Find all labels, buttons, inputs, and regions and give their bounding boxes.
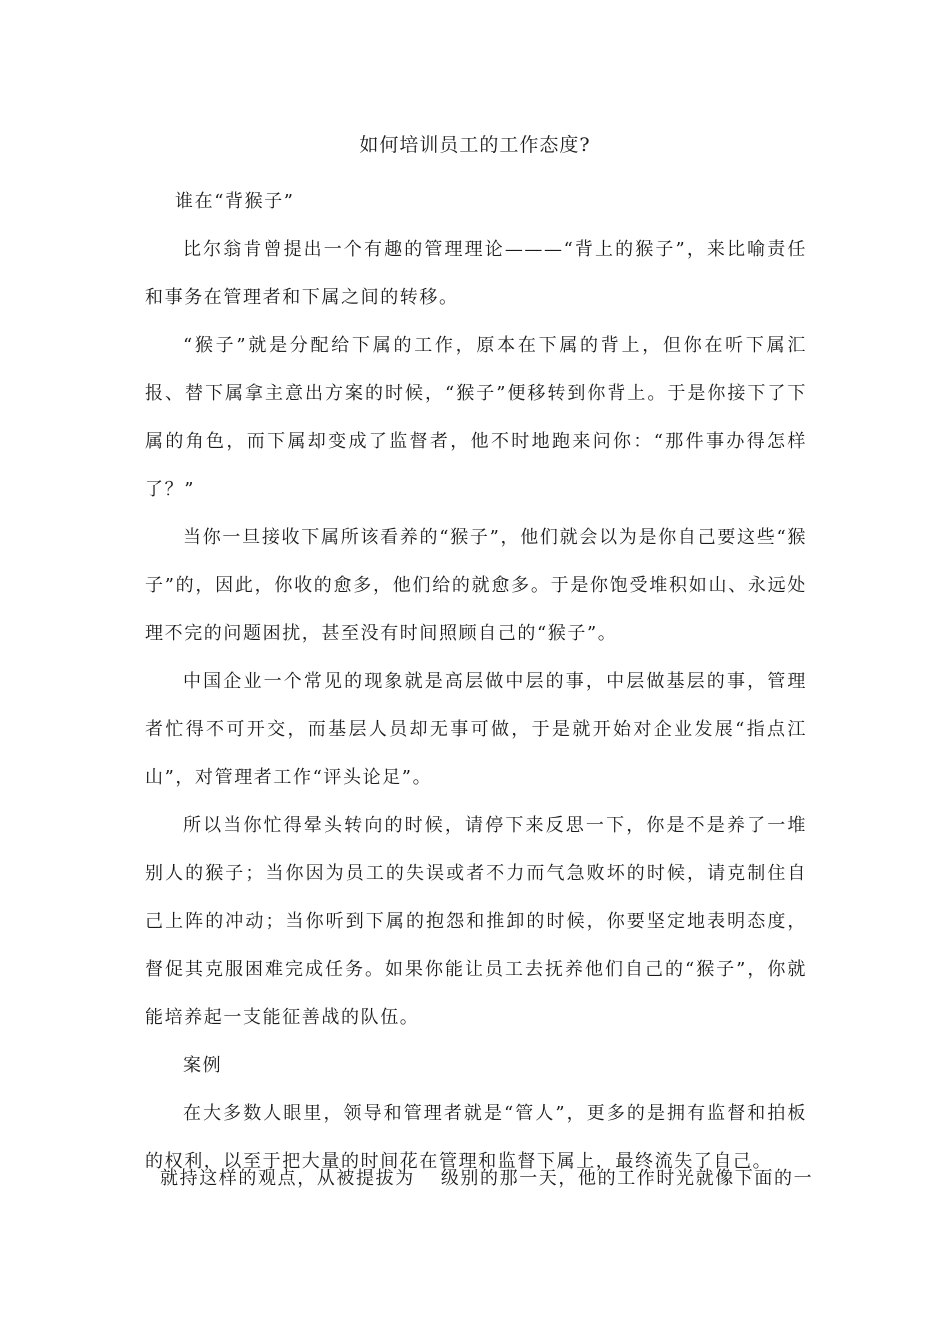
paragraph-accepting-monkeys: 当你一旦接收下属所该看养的“猴子”，他们就会以为是你自己要这些“猴子”的，因此，你收的愈多，他们给的就愈多。于是你饱受堆积如山、永远处理不完的问题困扰，甚至没有时间照顾自己的“猴子”。 bbox=[145, 527, 807, 644]
paragraph-case-intro: 在大多数人眼里，领导和管理者就是“管人”，更多的是拥有监督和拍板的权利，以至于把大量的时间花在管理和监督下属上，最终流失了自己。 bbox=[145, 1103, 807, 1172]
paragraph-reflection: 所以当你忙得晕头转向的时候，请停下来反思一下，你是不是养了一堆别人的猴子；当你因为员工的失误或者不力而气急败坏的时候，请克制住自己上阵的冲动；当你听到下属的抱怨和推卸的时候，你要坚定地表明态度，督促其克服困难完成任务。如果你能让员工去抚养他们自己的“猴子”，你就能培养起一支能征善战的队伍。 bbox=[145, 815, 807, 1028]
section-heading-monkey: 谁在“背猴子” bbox=[175, 191, 295, 212]
last-line-part1: 就持这样的观点，从被提拔为 bbox=[160, 1168, 415, 1189]
paragraph-theory: 比尔翁肯曾提出一个有趣的管理理论———“背上的猴子”，来比喻责任和事务在管理者和下属之间的转移。 bbox=[145, 239, 807, 308]
document-title: 如何培训员工的工作态度? bbox=[359, 134, 591, 156]
paragraph-monkey-definition: “猴子”就是分配给下属的工作，原本在下属的背上，但你在听下属汇报、替下属拿主意出方案的时候，“猴子”便移转到你背上。于是你接下了下属的角色，而下属却变成了监督者，他不时地跑来问你：“那件事办得怎样了？” bbox=[145, 335, 807, 500]
document-body bbox=[145, 178, 807, 1186]
last-line-part2: 级别的那一天，他的工作时光就像下面的一 bbox=[440, 1168, 814, 1189]
paragraph-chinese-enterprises: 中国企业一个常见的现象就是高层做中层的事，中层做基层的事，管理者忙得不可开交，而基层人员却无事可做，于是就开始对企业发展“指点江山”，对管理者工作“评头论足”。 bbox=[145, 671, 807, 788]
section-heading-case: 案例 bbox=[183, 1055, 223, 1076]
paragraph-last-line bbox=[160, 1155, 820, 1203]
